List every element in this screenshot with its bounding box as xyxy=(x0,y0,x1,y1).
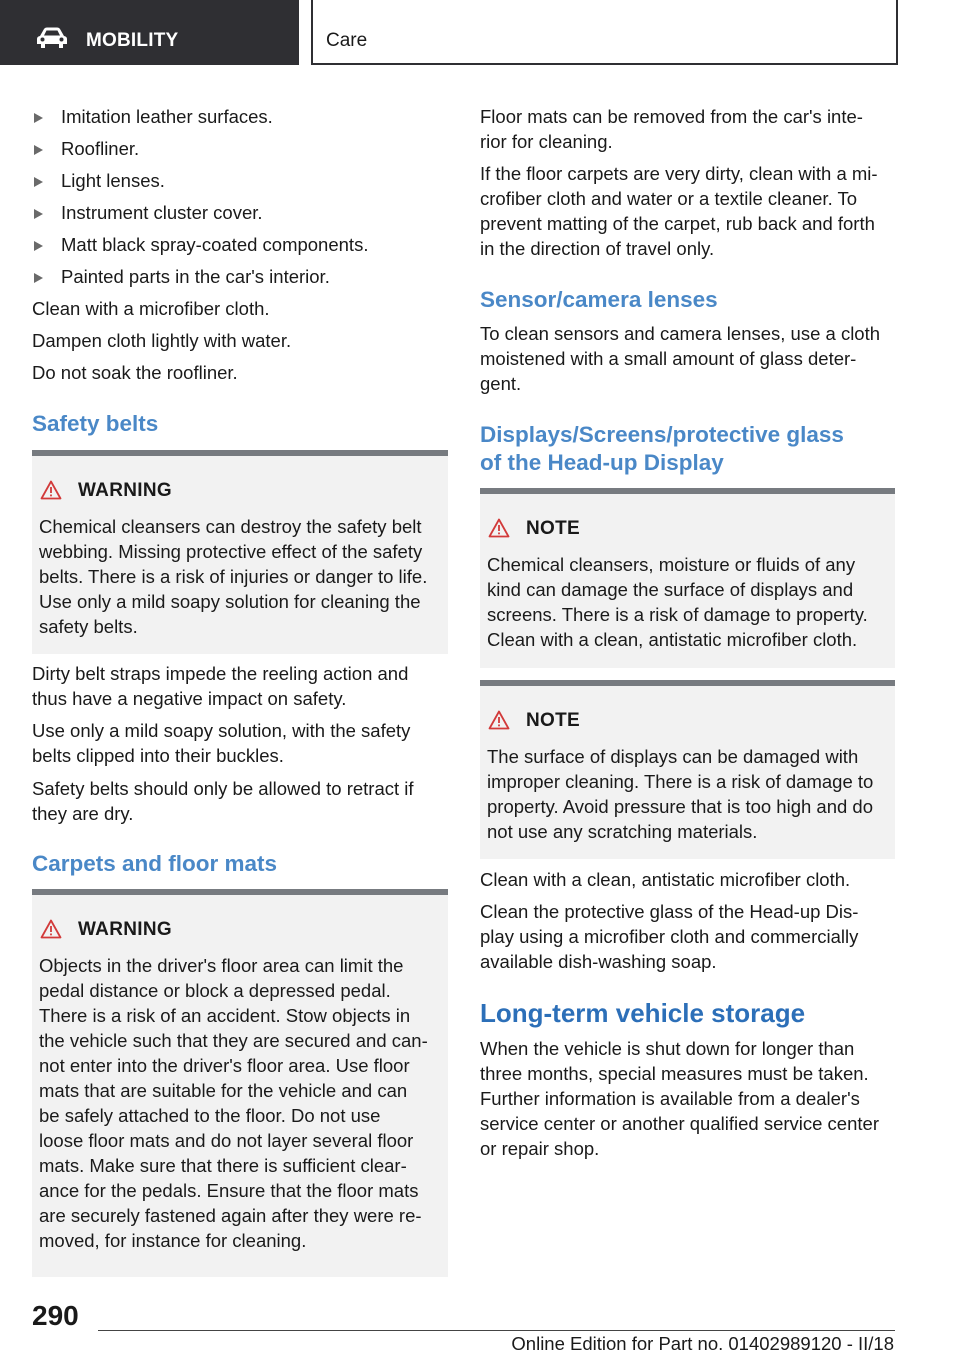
note-title: NOTE xyxy=(526,518,580,539)
paragraph: they are dry. xyxy=(32,803,134,824)
heading-displays: of the Head-up Display xyxy=(480,450,724,475)
warning-box-carpets xyxy=(32,889,448,1277)
paragraph: Do not soak the roofliner. xyxy=(32,362,238,383)
paragraph: belts clipped into their buckles. xyxy=(32,745,284,766)
list-item: Instrument cluster cover. xyxy=(32,200,263,225)
warning-text-line: webbing. Missing protective effect of the safety xyxy=(39,541,423,562)
car-icon xyxy=(36,27,68,49)
triangle-bullet-icon xyxy=(34,113,43,123)
heading-carpets: Carpets and floor mats xyxy=(32,851,278,876)
paragraph: Further information is available from a dealer's xyxy=(480,1088,860,1109)
paragraph: in the direction of travel only. xyxy=(480,238,715,259)
page-title: Care xyxy=(326,30,368,51)
note-text-line: not use any scratching materials. xyxy=(487,821,758,842)
paragraph: Use only a mild soapy solution, with the safety xyxy=(32,720,411,741)
paragraph: When the vehicle is shut down for longer than xyxy=(480,1038,855,1059)
warning-triangle-icon xyxy=(40,480,62,500)
header-section-tab xyxy=(0,0,299,65)
note-title: NOTE xyxy=(526,710,580,731)
paragraph: or repair shop. xyxy=(480,1138,600,1159)
note-text-line: kind can damage the surface of displays and xyxy=(487,579,854,600)
header-title-box xyxy=(311,0,898,65)
list-item: Matt black spray-coated components. xyxy=(32,232,368,257)
warning-text-line: mats. Make sure that there is sufficient clear- xyxy=(39,1155,407,1176)
triangle-bullet-icon xyxy=(34,177,43,187)
warning-text-line: be safely attached to the floor. Do not use xyxy=(39,1105,381,1126)
paragraph: To clean sensors and camera lenses, use a cloth xyxy=(480,323,881,344)
paragraph: crofiber cloth and water or a textile cleaner. To xyxy=(480,188,858,209)
header-section-label: MOBILITY xyxy=(86,30,179,51)
paragraph: Safety belts should only be allowed to retract if xyxy=(32,778,414,799)
warning-text-line: safety belts. xyxy=(39,616,138,637)
paragraph: thus have a negative impact on safety. xyxy=(32,688,347,709)
list-item: Painted parts in the car's interior. xyxy=(32,264,330,289)
page-number: 290 xyxy=(32,1300,79,1331)
warning-text-line: Use only a mild soapy solution for cleaning the xyxy=(39,591,421,612)
paragraph: Clean with a microfiber cloth. xyxy=(32,298,270,319)
warning-triangle-icon xyxy=(40,919,62,939)
paragraph: If the floor carpets are very dirty, clean with a mi- xyxy=(480,163,878,184)
paragraph: moistened with a small amount of glass deter- xyxy=(480,348,857,369)
triangle-bullet-icon xyxy=(34,241,43,251)
warning-text-line: mats that are suitable for the vehicle and can xyxy=(39,1080,408,1101)
triangle-bullet-icon xyxy=(34,209,43,219)
warning-text-line: There is a risk of an accident. Stow objects in xyxy=(39,1005,411,1026)
warning-text-line: not enter into the driver's floor area. Use floor xyxy=(39,1055,410,1076)
warning-text-line: are securely fastened again after they were re- xyxy=(39,1205,422,1226)
paragraph: prevent matting of the carpet, rub back and forth xyxy=(480,213,875,234)
note-box-displays-cleaning xyxy=(480,680,895,859)
note-box-displays-chemicals xyxy=(480,488,895,668)
list-item: Light lenses. xyxy=(32,168,165,193)
warning-triangle-icon xyxy=(488,518,510,538)
warning-text-line: Chemical cleansers can destroy the safety belt xyxy=(39,516,422,537)
paragraph: three months, special measures must be taken. xyxy=(480,1063,869,1084)
warning-text-line: loose floor mats and do not layer several floor xyxy=(39,1130,414,1151)
note-text-line: screens. There is a risk of damage to property. xyxy=(487,604,868,625)
warning-title: WARNING xyxy=(78,919,172,940)
note-text-line: Chemical cleansers, moisture or fluids of any xyxy=(487,554,856,575)
paragraph: play using a microfiber cloth and commercially xyxy=(480,926,859,947)
heading-long-term-storage: Long-term vehicle storage xyxy=(480,998,806,1028)
heading-sensor-lenses: Sensor/camera lenses xyxy=(480,287,718,312)
heading-displays: Displays/Screens/protective glass xyxy=(480,422,844,447)
warning-text-line: ance for the pedals. Ensure that the floor mats xyxy=(39,1180,419,1201)
paragraph: Clean the protective glass of the Head-up Dis- xyxy=(480,901,859,922)
paragraph: service center or another qualified service center xyxy=(480,1113,879,1134)
paragraph: Floor mats can be removed from the car's inte- xyxy=(480,106,863,127)
warning-text-line: the vehicle such that they are secured and can- xyxy=(39,1030,428,1051)
list-item: Imitation leather surfaces. xyxy=(32,104,273,129)
heading-safety-belts: Safety belts xyxy=(32,411,159,436)
paragraph: Dampen cloth lightly with water. xyxy=(32,330,292,351)
warning-text-line: moved, for instance for cleaning. xyxy=(39,1230,307,1251)
warning-text-line: pedal distance or block a depressed pedal. xyxy=(39,980,391,1001)
paragraph: gent. xyxy=(480,373,522,394)
warning-title: WARNING xyxy=(78,480,172,501)
warning-text-line: belts. There is a risk of injuries or danger to life. xyxy=(39,566,428,587)
paragraph: Dirty belt straps impede the reeling action and xyxy=(32,663,409,684)
footer-edition: Online Edition for Part no. 01402989120 - II/18 xyxy=(511,1333,894,1354)
note-text-line: Clean with a clean, antistatic microfiber cloth. xyxy=(487,629,858,650)
note-text-line: property. Avoid pressure that is too high and do xyxy=(487,796,874,817)
warning-box-safety-belts xyxy=(32,450,448,654)
list-item: Roofliner. xyxy=(32,136,139,161)
paragraph: available dish-washing soap. xyxy=(480,951,717,972)
warning-text-line: Objects in the driver's floor area can limit the xyxy=(39,955,404,976)
paragraph: Clean with a clean, antistatic microfiber cloth. xyxy=(480,869,851,890)
warning-triangle-icon xyxy=(488,710,510,730)
paragraph: rior for cleaning. xyxy=(480,131,613,152)
footer-divider xyxy=(98,1330,895,1331)
triangle-bullet-icon xyxy=(34,273,43,283)
triangle-bullet-icon xyxy=(34,145,43,155)
note-text-line: improper cleaning. There is a risk of damage to xyxy=(487,771,874,792)
note-text-line: The surface of displays can be damaged with xyxy=(487,746,859,767)
